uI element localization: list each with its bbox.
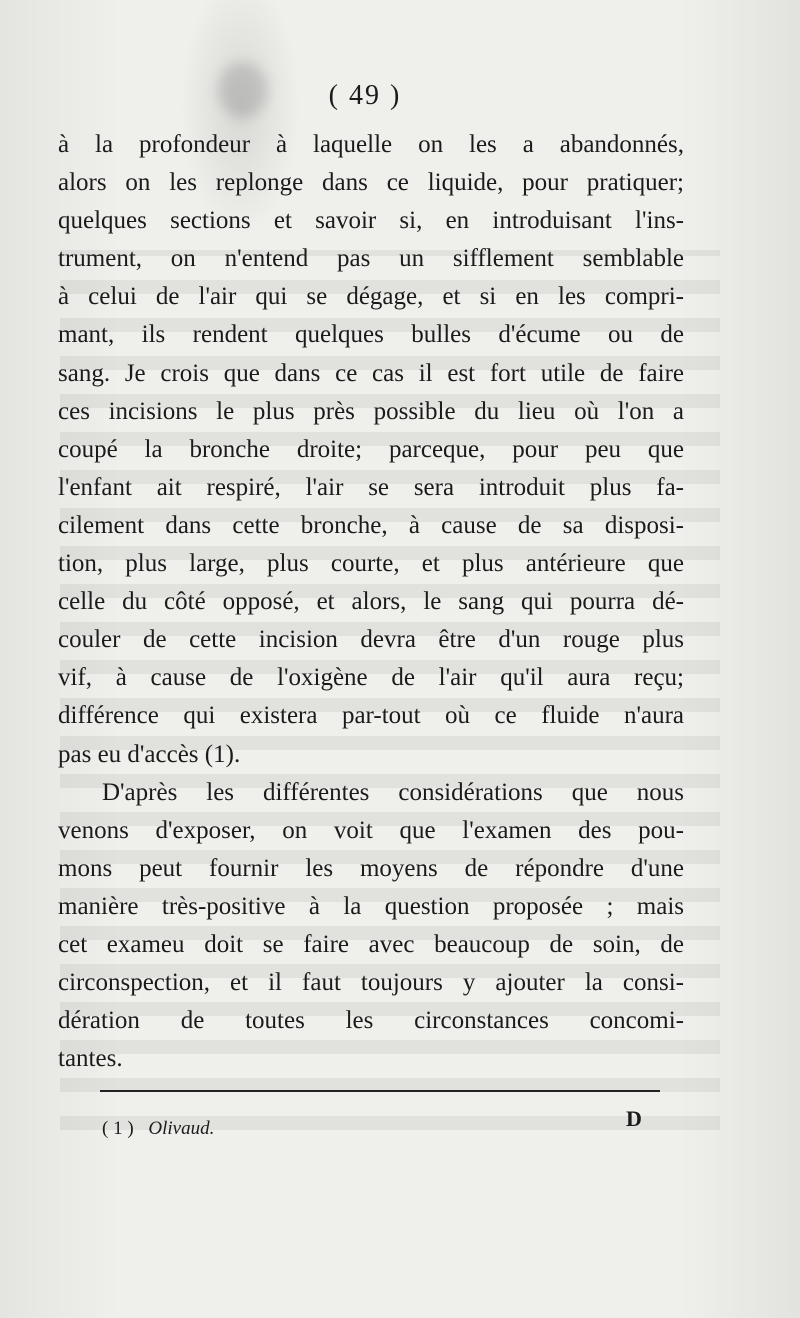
footnote-marker: ( 1 ) <box>102 1118 134 1139</box>
text-line: D'après les différentes considérations que nous <box>102 778 684 806</box>
text-line: coupé la bronche droite; parceque, pour peu que <box>58 435 684 463</box>
text-line: quelques sections et savoir si, en introduisant l'ins- <box>58 207 684 235</box>
footnote-divider <box>100 1090 660 1092</box>
text-line: ces incisions le plus près possible du lieu où l'on a <box>58 397 684 425</box>
footnote-author: Olivaud. <box>148 1118 215 1139</box>
text-line: alors on les replonge dans ce liquide, pour pratiquer; <box>58 169 684 197</box>
text-line: mant, ils rendent quelques bulles d'écume ou de <box>58 321 684 349</box>
text-line: pas eu d'accès (1). <box>58 740 241 768</box>
text-line: à celui de l'air qui se dégage, et si en les compri- <box>58 283 684 311</box>
text-line: cilement dans cette bronche, à cause de sa disposi- <box>58 511 684 539</box>
text-line: trument, on n'entend pas un sifflement semblable <box>58 245 684 273</box>
page-number: ( 49 ) <box>328 80 402 111</box>
text-line: manière très-positive à la question proposée ; mais <box>58 892 684 920</box>
text-line: l'enfant ait respiré, l'air se sera introduit plus fa- <box>58 473 684 501</box>
text-line: circonspection, et il faut toujours y ajouter la consi- <box>58 969 684 997</box>
text-line: tantes. <box>58 1045 123 1073</box>
footnote <box>102 1118 214 1140</box>
text-line: celle du côté opposé, et alors, le sang qui pourra dé- <box>58 588 684 616</box>
text-line: tion, plus large, plus courte, et plus antérieure que <box>58 550 684 578</box>
text-line: mons peut fournir les moyens de répondre d'une <box>58 854 684 882</box>
text-line: sang. Je crois que dans ce cas il est fort utile de faire <box>58 359 684 387</box>
body-text <box>58 126 684 1078</box>
text-line: dération de toutes les circonstances concomi- <box>58 1007 684 1035</box>
catchword: D <box>626 1106 642 1131</box>
text-line: couler de cette incision devra être d'un rouge plus <box>58 626 684 654</box>
text-line: venons d'exposer, on voit que l'examen des pou- <box>58 816 684 844</box>
text-line: cet exameu doit se faire avec beaucoup de soin, de <box>58 930 684 958</box>
text-line: à la profondeur à laquelle on les a abandonnés, <box>58 131 684 158</box>
text-line: différence qui existera par-tout où ce fluide n'aura <box>58 702 684 730</box>
text-line: vif, à cause de l'oxigène de l'air qu'il aura reçu; <box>58 664 684 692</box>
